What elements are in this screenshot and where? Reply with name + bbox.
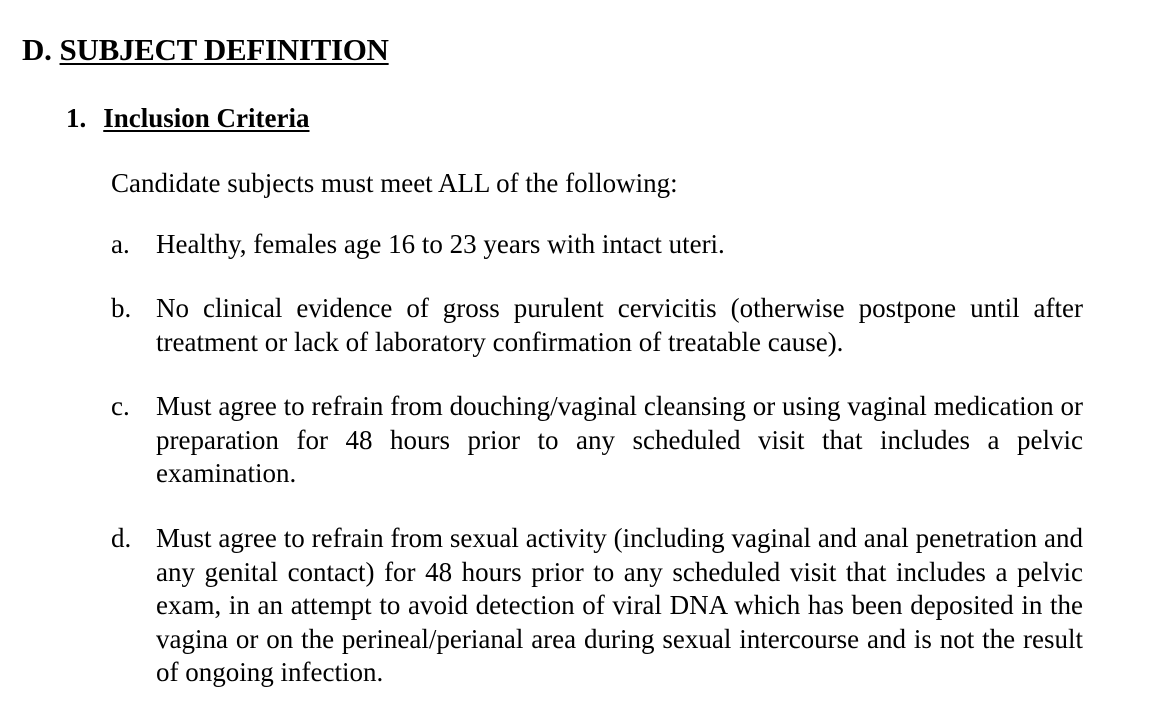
criterion-d	[111, 522, 1083, 690]
criterion-c	[111, 390, 1083, 491]
criterion-text: No clinical evidence of gross purulent cervicitis (otherwise postpone until after treatment or lack of laboratory confirmation of treatable cause).	[156, 293, 1083, 357]
criterion-b	[111, 292, 1083, 359]
subsection-title: Inclusion Criteria	[103, 103, 310, 133]
criterion-marker: c.	[111, 391, 130, 421]
criterion-text: Healthy, females age 16 to 23 years with intact uteri.	[156, 229, 725, 259]
criterion-marker: b.	[111, 293, 132, 323]
section-heading	[22, 30, 389, 70]
subsection-heading	[66, 100, 310, 136]
criterion-marker: d.	[111, 523, 132, 553]
criterion-text: Must agree to refrain from sexual activity (including vaginal and anal penetration and any genital contact) for 48 hours prior to any scheduled visit that includes a pelvic exam, in an attempt to avoid detection of viral DNA which has been deposited in the vagina or on the perineal/perianal area during sexual intercourse and is not the result of ongoing infection.	[156, 523, 1083, 687]
intro-text: Candidate subjects must meet ALL of the following:	[111, 168, 678, 198]
criterion-text: Must agree to refrain from douching/vaginal cleansing or using vaginal medication or preparation for 48 hours prior to any scheduled visit that includes a pelvic examination.	[156, 391, 1083, 488]
criterion-marker: a.	[111, 229, 130, 259]
section-number: D.	[22, 32, 52, 67]
section-title: SUBJECT DEFINITION	[59, 32, 389, 67]
criterion-a	[111, 228, 1083, 262]
subsection-number: 1.	[66, 103, 87, 133]
